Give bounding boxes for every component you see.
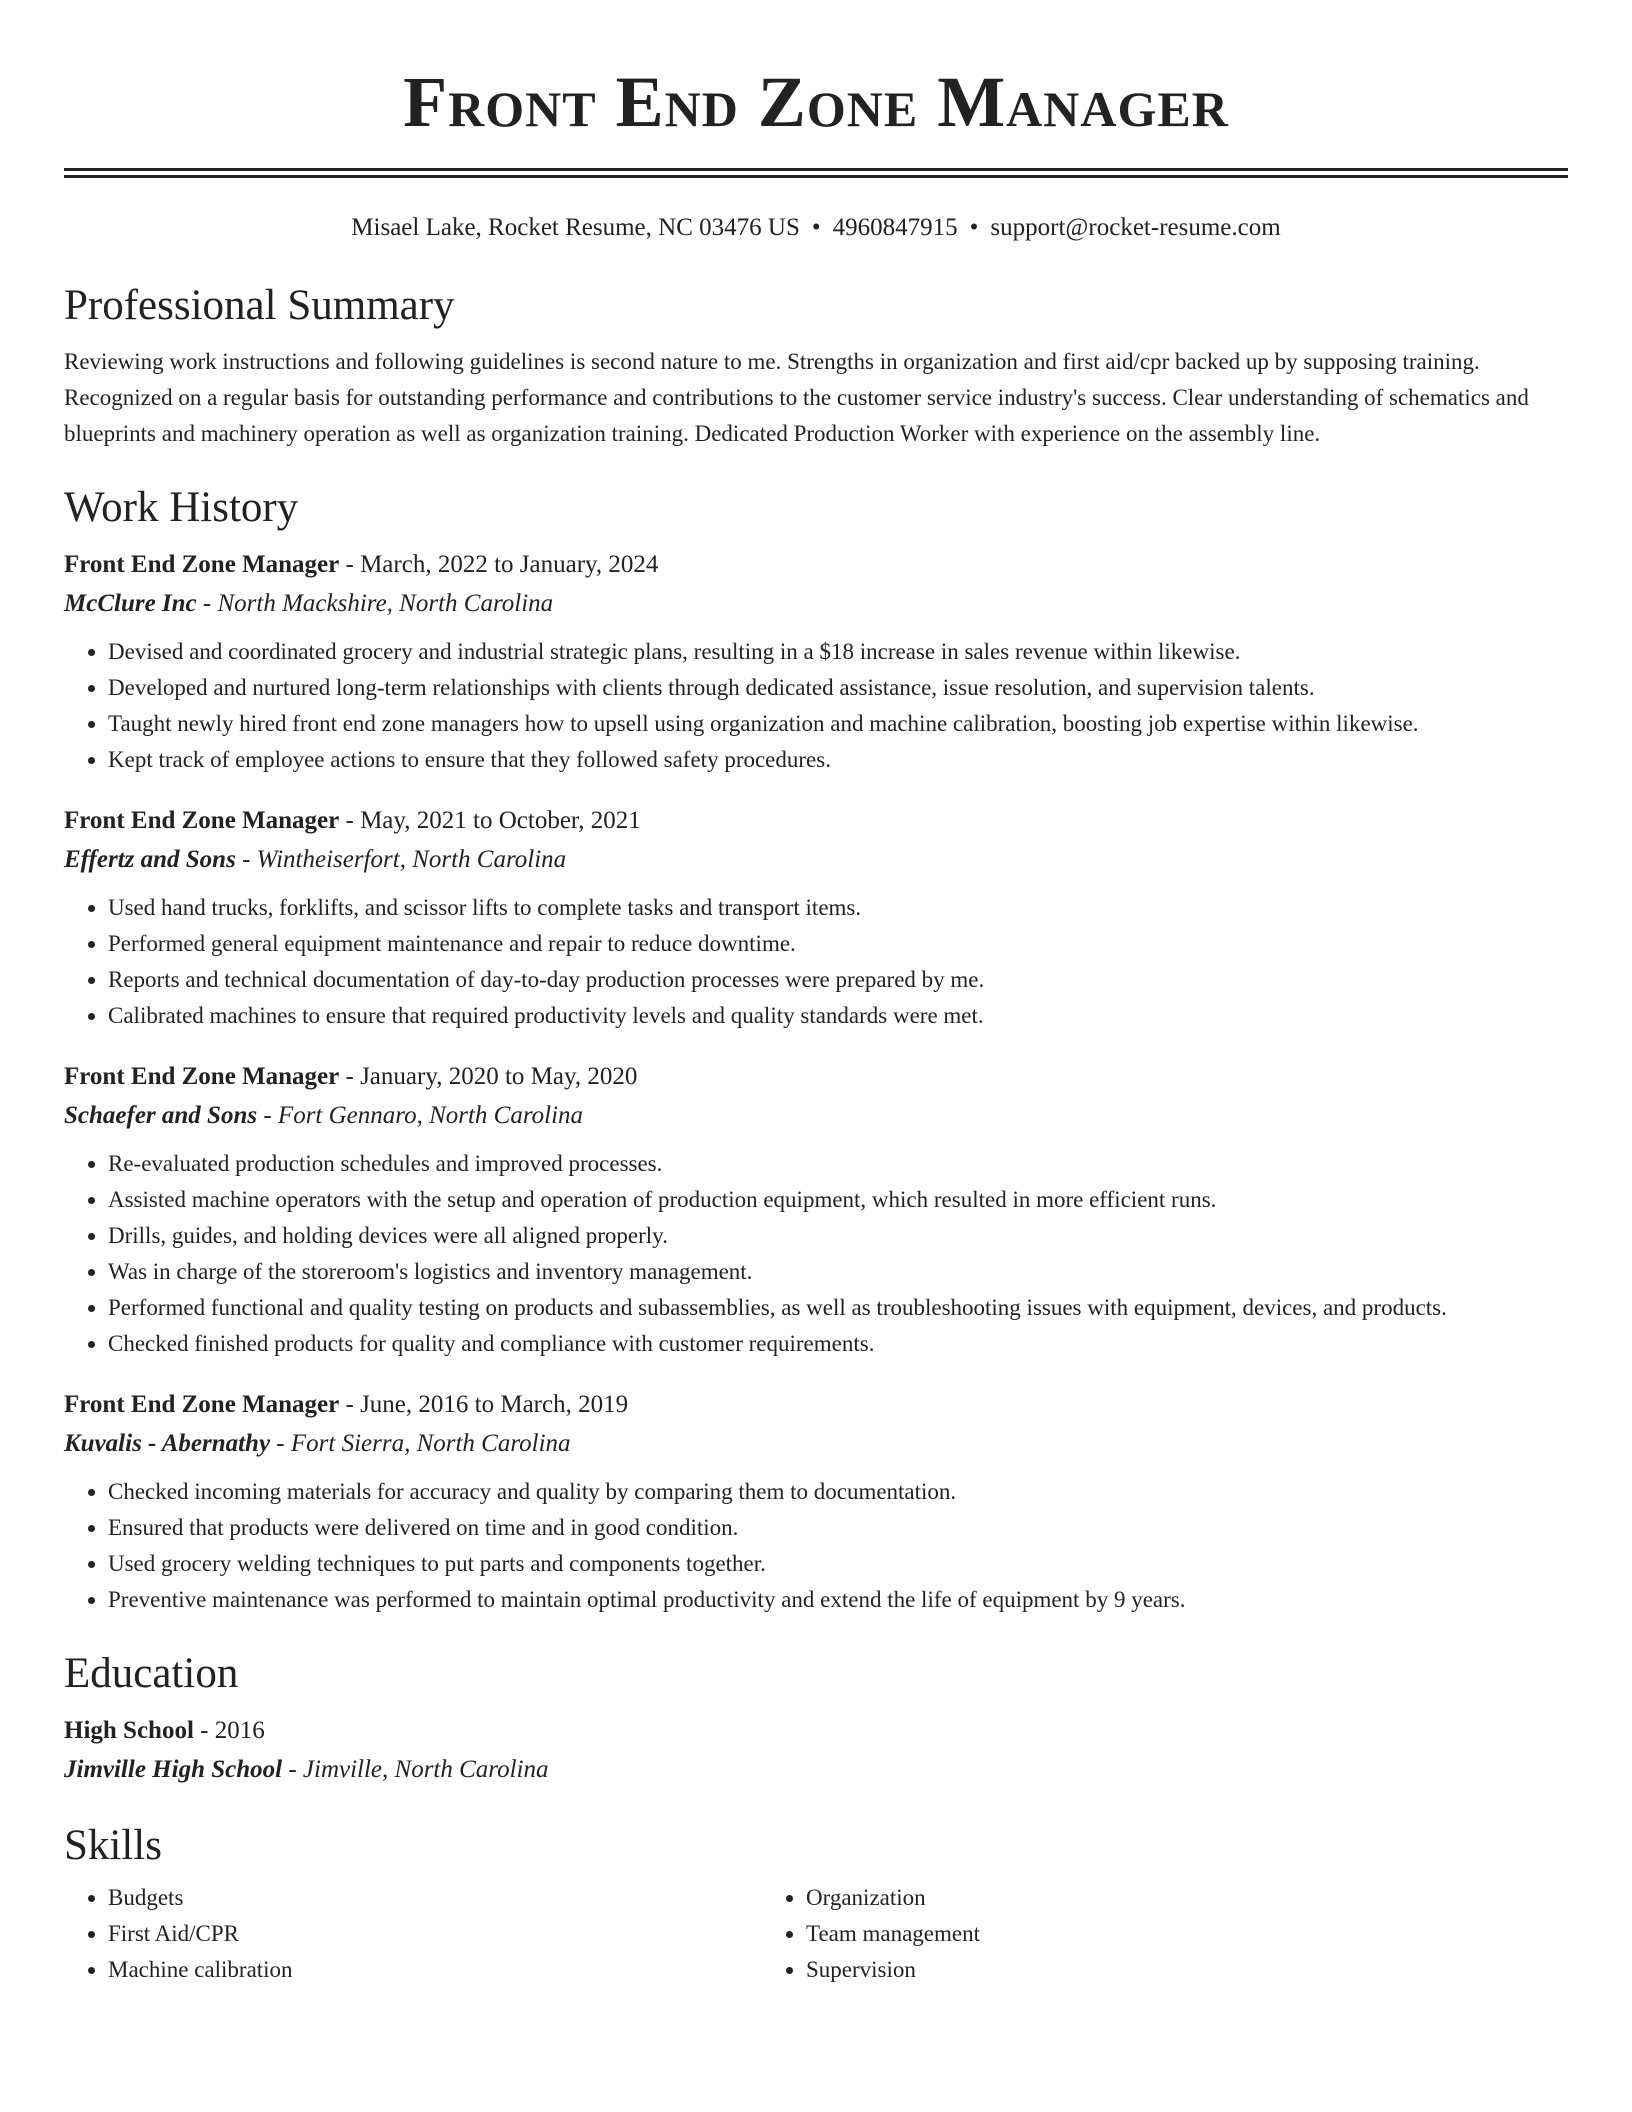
education-institution [64, 1750, 1568, 1790]
education-school: Jimville High School [64, 1756, 283, 1783]
job-header [64, 1386, 1568, 1424]
job-dates: - March, 2022 to January, 2024 [339, 551, 659, 578]
job-bullet: • Was in charge of the storeroom's logistics and inventory management. [108, 1254, 1568, 1290]
job-company: Effertz and Sons [64, 846, 236, 873]
job-bullet: • Taught newly hired front end zone managers how to upsell using organization and machine calibration, boosting job expertise within likewise. [108, 706, 1568, 742]
skill-item: • Budgets [108, 1880, 762, 1916]
skill-item: • Organization [806, 1880, 1460, 1916]
job-bullet: • Assisted machine operators with the setup and operation of production equipment, which resulted in more efficient runs. [108, 1182, 1568, 1218]
job-location: - North Mackshire, North Carolina [196, 590, 554, 617]
job-header [64, 546, 1568, 584]
job-bullets [64, 634, 1568, 778]
job-bullet: • Reports and technical documentation of day-to-day production processes were prepared by me. [108, 962, 1568, 998]
job-bullet: • Performed functional and quality testing on products and subassemblies, as well as troubleshooting issues with equipment, devices, and products. [108, 1290, 1568, 1326]
job-title: Front End Zone Manager [64, 551, 340, 578]
skills-column-left [64, 1880, 762, 1988]
contact-line [64, 212, 1568, 244]
job-bullets [64, 1146, 1568, 1362]
skills-list [64, 1880, 1568, 1988]
job-dates: - June, 2016 to March, 2019 [339, 1391, 629, 1418]
skills-column-right [762, 1880, 1460, 1988]
education-year: - 2016 [193, 1717, 265, 1744]
job-entry [64, 1386, 1568, 1618]
contact-separator: • [811, 214, 821, 241]
job-dates: - May, 2021 to October, 2021 [339, 807, 641, 834]
job-bullet: • Checked incoming materials for accuracy and quality by comparing them to documentation. [108, 1474, 1568, 1510]
job-entry [64, 802, 1568, 1034]
job-location: - Wintheiserfort, North Carolina [235, 846, 567, 873]
job-bullet: • Ensured that products were delivered on time and in good condition. [108, 1510, 1568, 1546]
job-company: Schaefer and Sons [64, 1102, 258, 1129]
resume-title: Front End Zone Manager [403, 62, 1229, 142]
contact-address: Misael Lake, Rocket Resume, NC 03476 US [351, 214, 800, 241]
job-location: - Fort Gennaro, North Carolina [257, 1102, 584, 1129]
education-heading: Education [64, 1650, 239, 1697]
job-bullet: • Checked finished products for quality and compliance with customer requirements. [108, 1326, 1568, 1362]
job-bullet: • Devised and coordinated grocery and industrial strategic plans, resulting in a $18 increase in sales revenue within likewise. [108, 634, 1568, 670]
education-degree: High School [64, 1717, 194, 1744]
job-header [64, 802, 1568, 840]
job-entry [64, 1058, 1568, 1362]
summary-text: Reviewing work instructions and following guidelines is second nature to me. Strengths in organization and first aid/cpr backed up by supposing training. Recognized on a regular basis for outstanding performance and contributions to the customer service industry's success. Clear understanding of schematics and blueprints and machinery operation as well as organization training. Dedicated Production Worker with experience on the assembly line. [64, 349, 1529, 446]
skill-item: • Team management [806, 1916, 1460, 1952]
contact-email: support@rocket-resume.com [990, 214, 1281, 241]
job-dates: - January, 2020 to May, 2020 [339, 1063, 638, 1090]
skill-item: • First Aid/CPR [108, 1916, 762, 1952]
job-employer [64, 1424, 1568, 1464]
job-company: Kuvalis - Abernathy [64, 1430, 271, 1457]
work-history-list [64, 546, 1568, 1618]
job-employer [64, 840, 1568, 880]
job-location: - Fort Sierra, North Carolina [270, 1430, 571, 1457]
job-bullet: • Developed and nurtured long-term relationships with clients through dedicated assistance, issue resolution, and supervision talents. [108, 670, 1568, 706]
summary-heading: Professional Summary [64, 282, 455, 329]
job-bullet: • Kept track of employee actions to ensure that they followed safety procedures. [108, 742, 1568, 778]
job-title: Front End Zone Manager [64, 1391, 340, 1418]
job-bullets [64, 890, 1568, 1034]
title-divider [64, 168, 1568, 178]
job-company: McClure Inc [64, 590, 197, 617]
job-bullet: • Calibrated machines to ensure that required productivity levels and quality standards were met. [108, 998, 1568, 1034]
job-employer [64, 584, 1568, 624]
education-header [64, 1712, 1568, 1750]
job-title: Front End Zone Manager [64, 807, 340, 834]
job-employer [64, 1096, 1568, 1136]
job-bullet: • Preventive maintenance was performed to maintain optimal productivity and extend the life of equipment by 9 years. [108, 1582, 1568, 1618]
job-title: Front End Zone Manager [64, 1063, 340, 1090]
contact-separator: • [969, 214, 979, 241]
job-bullet: • Re-evaluated production schedules and improved processes. [108, 1146, 1568, 1182]
job-entry [64, 546, 1568, 778]
education-entry [64, 1712, 1568, 1790]
job-bullet: • Used hand trucks, forklifts, and scissor lifts to complete tasks and transport items. [108, 890, 1568, 926]
skill-item: • Machine calibration [108, 1952, 762, 1988]
skills-heading: Skills [64, 1822, 162, 1869]
skill-item: • Supervision [806, 1952, 1460, 1988]
work-history-heading: Work History [64, 484, 299, 531]
contact-phone: 4960847915 [832, 214, 958, 241]
job-header [64, 1058, 1568, 1096]
job-bullet: • Drills, guides, and holding devices were all aligned properly. [108, 1218, 1568, 1254]
job-bullets [64, 1474, 1568, 1618]
job-bullet: • Used grocery welding techniques to put parts and components together. [108, 1546, 1568, 1582]
job-bullet: • Performed general equipment maintenance and repair to reduce downtime. [108, 926, 1568, 962]
education-location: - Jimville, North Carolina [282, 1756, 549, 1783]
